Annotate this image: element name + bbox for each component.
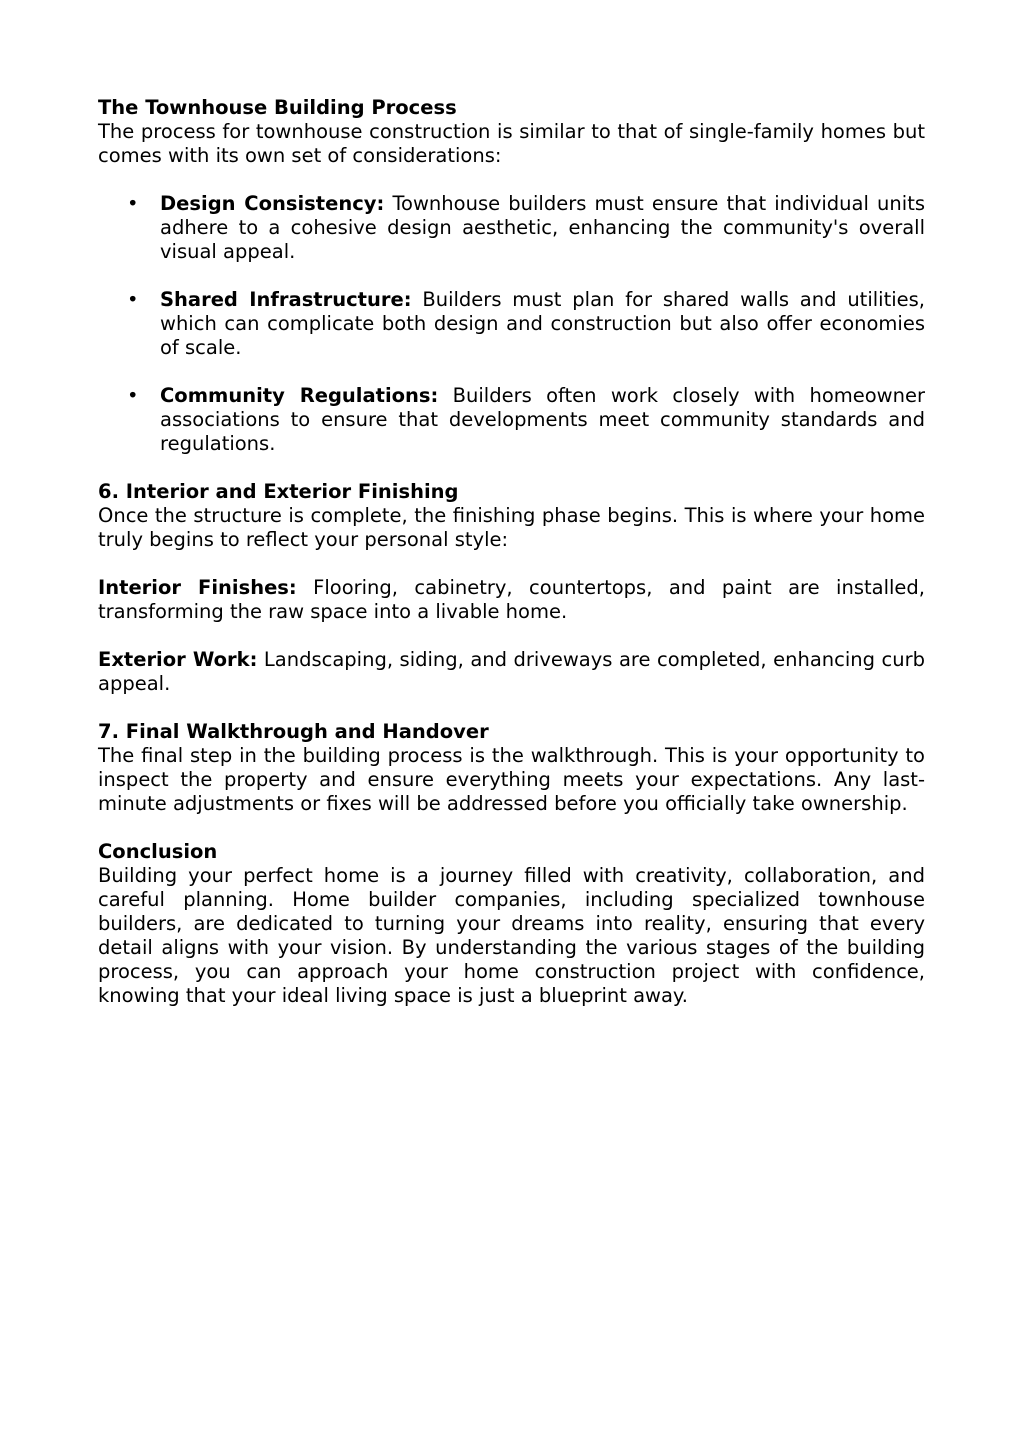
paragraph-lead: Exterior Work: — [98, 648, 258, 671]
spacer — [98, 168, 925, 192]
section-body: The final step in the building process is the walkthrough. This is your opportunity to inspect the property and ensure everything meets your expectations. Any last-minute adjustments or fixes will be addressed before you officially take ownership. — [98, 744, 925, 815]
spacer — [98, 816, 925, 840]
bullet-icon: • — [127, 288, 139, 311]
section-walkthrough — [98, 720, 925, 816]
bullet-icon: • — [127, 192, 139, 215]
bullet-item-shared-infrastructure — [98, 288, 925, 360]
spacer — [98, 696, 925, 720]
bullet-icon: • — [127, 384, 139, 407]
bullet-item-design-consistency — [98, 192, 925, 264]
section-intro: Once the structure is complete, the finishing phase begins. This is where your home truly begins to reflect your personal style: — [98, 504, 925, 551]
section-heading: 7. Final Walkthrough and Handover — [98, 720, 489, 743]
section-townhouse — [98, 96, 925, 456]
interior-finishes-paragraph — [98, 576, 925, 624]
bullet-lead: Community Regulations: — [160, 384, 439, 407]
bullet-lead: Shared Infrastructure: — [160, 288, 412, 311]
spacer — [98, 456, 925, 480]
section-heading: 6. Interior and Exterior Finishing — [98, 480, 459, 503]
bullet-text: Townhouse builders must ensure that individual units adhere to a cohesive design aesthetic, enhancing the community's overall visual appeal. — [160, 192, 925, 263]
paragraph-text: Flooring, cabinetry, countertops, and paint are installed, transforming the raw space into a livable home. — [98, 576, 925, 623]
exterior-work-paragraph — [98, 648, 925, 696]
section-heading: Conclusion — [98, 840, 218, 863]
spacer — [98, 552, 925, 576]
document-page — [98, 96, 925, 1008]
paragraph-text: Landscaping, siding, and driveways are completed, enhancing curb appeal. — [98, 648, 925, 695]
spacer — [98, 624, 925, 648]
bullet-text: Builders often work closely with homeowner associations to ensure that developments meet community standards and regulations. — [160, 384, 926, 455]
bullet-text: Builders must plan for shared walls and utilities, which can complicate both design and construction but also offer economies of scale. — [160, 288, 925, 359]
bullet-item-community-regulations — [98, 384, 925, 456]
section-finishing — [98, 480, 925, 696]
paragraph-lead: Interior Finishes: — [98, 576, 297, 599]
section-intro: The process for townhouse construction is similar to that of single-family homes but comes with its own set of considerations: — [98, 120, 925, 167]
bullet-list — [98, 192, 925, 456]
bullet-lead: Design Consistency: — [160, 192, 385, 215]
section-conclusion — [98, 840, 925, 1008]
section-heading: The Townhouse Building Process — [98, 96, 457, 119]
section-body: Building your perfect home is a journey filled with creativity, collaboration, and careful planning. Home builder companies, including specialized townhouse builders, are dedicated to turning your dreams into reality, ensuring that every detail aligns with your vision. By understanding the various stages of the building process, you can approach your home construction project with confidence, knowing that your ideal living space is just a blueprint away. — [98, 864, 925, 1007]
